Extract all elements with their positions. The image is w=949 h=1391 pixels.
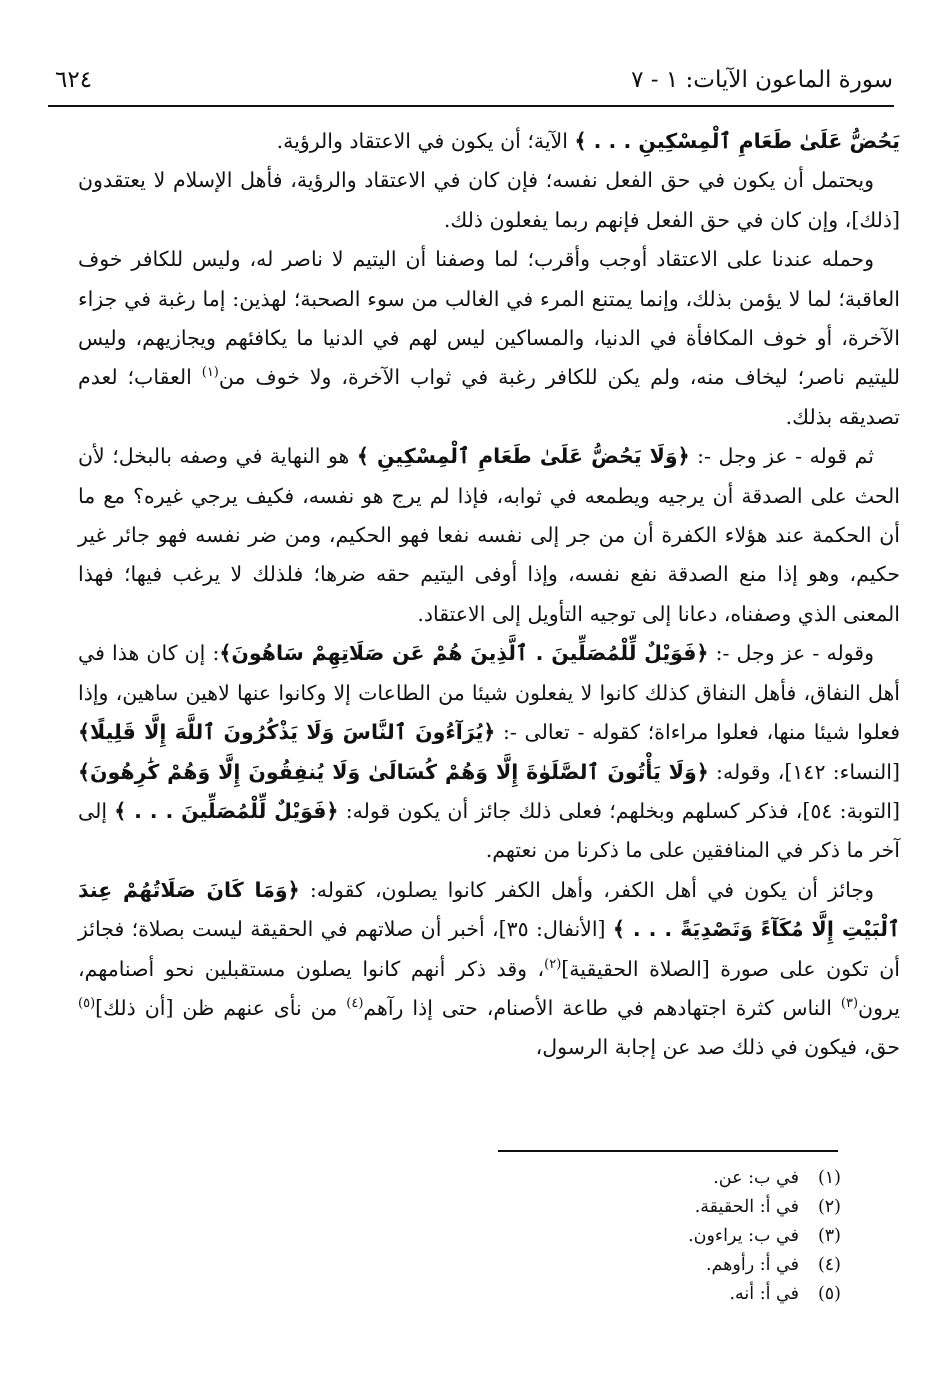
text-run: وقوله - عز وجل -: [708, 641, 874, 666]
quran-verse: ﴿فَوَيْلٌ لِّلْمُصَلِّينَ . ٱلَّذِينَ هُمْ عَن صَلَاتِهِمْ سَاهُونَ﴾ [219, 641, 709, 666]
footnote-ref: (٢) [544, 956, 562, 972]
footnote-item [441, 1193, 841, 1222]
paragraph [78, 437, 900, 634]
text-run: [التوبة: ٥٤]، فذكر كسلهم وبخلهم؛ فعلى ذلك جائز أن يكون قوله: [338, 798, 900, 823]
page-header [55, 58, 893, 102]
text-run: [النساء: ١٤٢]، وقوله: [708, 759, 900, 784]
footnote-ref: (٣) [840, 996, 859, 1012]
text-run: ، وقد ذكر أنهم كانوا يصلون مستقبلين نحو أصنامهم، يرون [78, 956, 900, 1020]
footnote-text: في أ: الحقيقة. [694, 1197, 799, 1217]
text-run: وحمله عندنا على الاعتقاد أوجب وأقرب؛ لما وصفنا أن اليتيم لا ناصر له، وليس للكافر خوف العاقبة؛ لما لا يؤمن بذلك، وإنما يمتنع المرء في الغالب من سوء الصحبة؛ لهذين: إما رغبة في جزاء الآخرة، أو خوف المكافأة في الدنيا، والمساكين ليس لهم في الدنيا ما يكافئهم ويجازيهم، وليس لليتيم ناصر؛ ليخاف منه، ولم يكن للكافر رغبة في ثواب الآخرة، ولا خوف من [78, 247, 900, 390]
footnote-item [441, 1222, 841, 1251]
footnote-item [441, 1280, 841, 1309]
text-run: : إن كان هذا في أهل النفاق، فأهل النفاق كذلك كانوا لا يفعلون شيئا من الطاعات إلا وكانوا عنها لاهين ساهين، وإذا فعلوا شيئا منها، فعلوا مراءاة؛ كقوله - تعالى -: [78, 641, 901, 745]
text-run: العقاب؛ لعدم تصديقه بذلك. [78, 365, 900, 429]
footnote-item [441, 1164, 841, 1193]
text-run: إلى آخر ما ذكر في المنافقين على ما ذكرنا من نعتهم. [78, 798, 900, 863]
text-run: حق، فيكون في ذلك صد عن إجابة الرسول، [535, 1035, 900, 1060]
quran-verse: ﴿وَمَا كَانَ صَلَاتُهُمْ عِندَ ٱلْبَيْتِ إِلَّا مُكَآءً وَتَصْدِيَةً . . . ﴾ [78, 877, 900, 942]
quran-verse: ﴿يُرَآءُونَ ٱلنَّاسَ وَلَا يَذْكُرُونَ ٱللَّهَ إِلَّا قَلِيلًا﴾ [78, 720, 496, 745]
text-run: هو النهاية في وصفه بالبخل؛ لأن الحث على الصدقة أن يرجيه ويطمعه في ثوابه، فإذا لم يرج هو نفسه، فكيف يرجي غيره؟ مع ما أن الحكمة عند هؤلاء الكفرة أن من جر إلى نفسه نفعا فهو الحكيم، ومن ضر نفسه فهو جائر غير حكيم، وهو إذا منع الصدقة نفع نفسه، وإذا أوفى اليتيم حقه ضرها؛ فلذلك لا يرغب فيها؛ فهذا المعنى الذي وصفناه، دعانا إلى توجيه التأويل إلى الاعتقاد. [78, 444, 900, 626]
footnote-number: (٤) [817, 1255, 841, 1275]
footnote-text: في ب: يراءون. [688, 1226, 799, 1246]
paragraph [78, 161, 900, 240]
text-run: الآية؛ أن يكون في الاعتقاد والرؤية. [276, 129, 575, 153]
paragraph [78, 634, 900, 870]
text-run: من نأى عنهم ظن [أن ذلك] [95, 995, 347, 1020]
footnote-ref: (١) [201, 365, 219, 381]
text-run: الناس كثرة اجتهادهم في طاعة الأصنام، حتى إذا رآهم [363, 995, 841, 1020]
main-text [78, 122, 900, 1068]
footnote-number: (٥) [817, 1284, 841, 1304]
footnotes [441, 1164, 841, 1309]
text-run: ثم قوله - عز وجل -: [689, 444, 874, 469]
footnote-ref: (٤) [346, 996, 364, 1012]
footnote-number: (٣) [817, 1226, 841, 1246]
paragraph [78, 871, 900, 1068]
paragraph [78, 240, 900, 437]
footnote-item [441, 1251, 841, 1280]
running-title: سورة الماعون الآيات: ١ - ٧ [631, 67, 893, 93]
quran-verse: ﴿وَلَا يَحُضُّ عَلَىٰ طَعَامِ ٱلْمِسْكِينِ ﴾ [356, 444, 690, 469]
quran-verse: ﴿وَلَا يَأْتُونَ ٱلصَّلَوٰةَ إِلَّا وَهُمْ كُسَالَىٰ وَلَا يُنفِقُونَ إِلَّا وَهُمْ كَٰرِهُونَ﴾ [78, 759, 709, 784]
footnote-text: في أ: أنه. [729, 1284, 799, 1304]
quran-verse: ﴿فَوَيْلٌ لِّلْمُصَلِّينَ . . . ﴾ [114, 798, 339, 823]
text-run: [الأنفال: ٣٥]، أخبر أن صلاتهم في الحقيقة ليست بصلاة؛ فجائز أن تكون على صورة [الصلاة الحقيقية] [78, 917, 901, 981]
footnote-number: (١) [817, 1168, 841, 1188]
footnote-text: في ب: عن. [713, 1168, 799, 1188]
page-number: ٦٢٤ [55, 67, 93, 93]
text-run: وجائز أن يكون في أهل الكفر، وأهل الكفر كانوا يصلون، كقوله: [299, 877, 874, 902]
quran-verse: يَحُضُّ عَلَىٰ طَعَامِ ٱلْمِسْكِينِ . . . ﴾ [574, 129, 900, 153]
text-run: ويحتمل أن يكون في حق الفعل نفسه؛ فإن كان في الاعتقاد والرؤية، فأهل الإسلام لا يعتقدون [ذلك]، وإن كان في حق الفعل فإنهم ربما يفعلون ذلك. [78, 168, 900, 232]
paragraph [78, 122, 900, 161]
header-divider [48, 105, 894, 107]
footnote-number: (٢) [817, 1197, 841, 1217]
footnote-ref: (٥) [78, 996, 96, 1012]
footnote-text: في أ: رأوهم. [705, 1255, 799, 1275]
footnote-divider [498, 1150, 838, 1152]
